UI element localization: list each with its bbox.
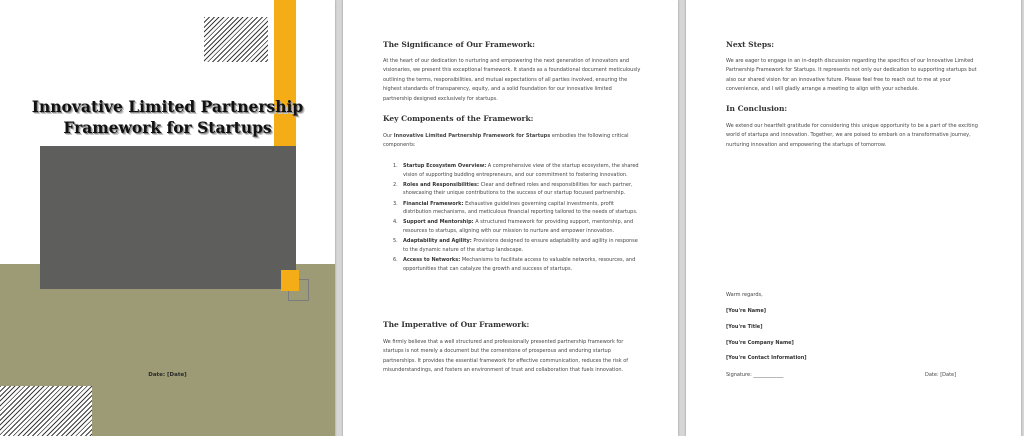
hatch-pattern-top <box>204 17 268 62</box>
document-page-3 <box>686 0 1021 436</box>
component-text: A comprehensive view of the startup ecosystem, the shared vision of supporting budding entrepreneurs, and our commitment to fostering innovation. <box>403 163 639 178</box>
components-list <box>383 162 642 275</box>
key-components-heading: Key Components of the Framework: <box>383 114 534 123</box>
component-title: Support and Mentorship: <box>403 219 474 226</box>
component-item <box>383 256 642 273</box>
component-number: 4. <box>393 219 398 226</box>
component-number: 1. <box>393 163 398 169</box>
component-title: Roles and Responsibilities: <box>403 181 480 188</box>
cover-title-line1: Innovative Limited Partnership <box>31 97 304 116</box>
component-item <box>383 218 642 235</box>
regards-line: Warm regards, <box>726 292 763 298</box>
intro-bold: Innovative Limited Partnership Framework for Startups <box>393 133 551 139</box>
significance-paragraph: At the heart of our dedication to nurturing and empowering the next generation of innovators and visionaries, we present this exceptional framework. It stands as a foundational document meticulously outlining the terms, responsibilities, and mutual expectations of all parties involved, ensuring the highest standards of transparency, equity, and a solid foundation for our innovative limited partnership designed exclusively for startups. <box>383 58 641 102</box>
signature-line: Signature: ____________ <box>726 372 784 378</box>
component-text: Clear and defined roles and responsibilities for each partner, showcasing their unique contributions to the success of our startup focused partnership. <box>403 181 633 197</box>
intro-prefix: Our <box>383 133 394 139</box>
component-text: Mechanisms to facilitate access to valuable networks, resources, and opportunities that can catalyze the growth and success of startups. <box>403 256 636 272</box>
component-text: A structured framework for providing support, mentorship, and resources to startups, aligning with our mission to nurture and empower innovation. <box>403 219 634 234</box>
intro-suffix: embodies the following critical components: <box>383 133 629 149</box>
document-page-2 <box>343 0 678 436</box>
imperative-paragraph: We firmly believe that a well structured and professionally presented partnership framework for startups is not merely a document but the cornerstone of prosperous and enduring startup partnerships. It provides the essential framework for effective communication, reduces the risk of misunderstandings, and fosters an environment of trust and collaboration that fuels innovation. <box>383 339 629 374</box>
component-number: 2. <box>393 181 398 188</box>
component-title: Financial Framework: <box>403 200 464 207</box>
imperative-heading: The Imperative of Our Framework: <box>383 320 530 329</box>
cover-title-line2: Framework for Startups <box>63 118 272 137</box>
conclusion-heading: In Conclusion: <box>726 104 788 113</box>
signature-date: Date: [Date] <box>925 372 957 378</box>
component-item <box>383 162 642 179</box>
significance-heading: The Significance of Our Framework: <box>383 40 535 49</box>
component-number: 6. <box>393 256 398 263</box>
component-title: Startup Ecosystem Overview: <box>403 163 487 169</box>
cover-image-placeholder <box>40 146 296 289</box>
component-text: Provisions designed to ensure adaptability and agility in response to the dynamic nature of the startup landscape. <box>403 238 638 253</box>
signer-contact: [You're Contact Information] <box>726 355 807 361</box>
component-item <box>383 181 642 198</box>
next-steps-heading: Next Steps: <box>726 40 775 49</box>
cover-page <box>0 0 335 436</box>
key-components-intro <box>383 132 642 151</box>
conclusion-paragraph: We extend our heartfelt gratitude for considering this unique opportunity to be a part of the exciting world of startups and innovation. Together, we are poised to embark on a transformative journey, nurturing innovation and empowering the startups of tomorrow. <box>726 123 978 148</box>
signer-name: [You're Name] <box>726 308 767 314</box>
component-item <box>383 237 642 254</box>
component-number: 3. <box>393 200 398 207</box>
signer-title: [You're Title] <box>726 324 763 330</box>
component-number: 5. <box>393 238 398 245</box>
cover-title <box>20 96 315 138</box>
hatch-pattern-bottom <box>0 386 92 436</box>
cover-date: Date: [Date] <box>148 372 187 378</box>
component-text: Exhaustive guidelines governing capital investments, profit distribution mechanisms, and meticulous financial reporting tailored to the needs of startups. <box>403 200 638 216</box>
component-title: Adaptability and Agility: <box>403 238 472 245</box>
component-title: Access to Networks: <box>403 256 461 263</box>
yellow-accent-square <box>281 270 299 291</box>
next-steps-paragraph: We are eager to engage in an in-depth discussion regarding the specifics of our Innovative Limited Partnership Framework for Startups. It represents not only our dedication to supporting startups but also our shared vision for an innovative future. Please feel free to reach out to me at your convenience, and I will gladly arrange a meeting to align with your schedule. <box>726 58 977 93</box>
component-item <box>383 200 642 217</box>
signer-company: [You're Company Name] <box>726 340 794 346</box>
